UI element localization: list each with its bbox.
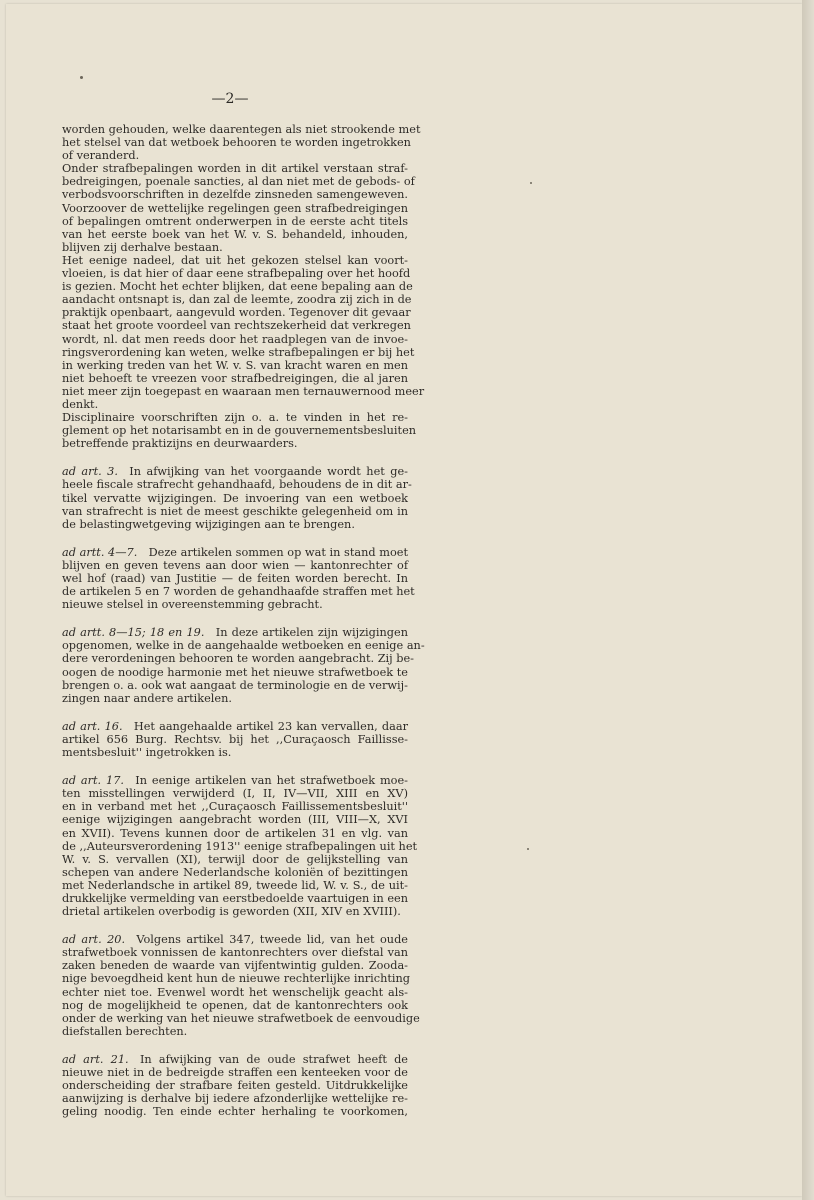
text-line: dere verordeningen behooren te worden aangebracht. Zij be-	[62, 652, 414, 666]
article-reference: ad artt. 4—7.	[62, 545, 138, 559]
text-line: bedreigingen, poenale sancties, al dan niet met de gebods- of	[62, 175, 415, 189]
paragraph-gap	[62, 1038, 408, 1053]
text-line: het stelsel van dat wetboek behooren te worden ingetrokken	[62, 136, 411, 150]
text-line: nige bevoegdheid kent hun de nieuwe rechterlijke inrichting	[62, 972, 411, 986]
article-reference: ad art. 20.	[62, 933, 126, 947]
paragraph	[62, 162, 415, 254]
text-line	[62, 546, 408, 559]
text-line: de artikelen 5 en 7 worden de gehandhaafde straffen met het	[62, 585, 415, 599]
text-line: wordt, nl. dat men reeds door het raadplegen van de invoe-	[62, 332, 408, 346]
text-line: artikel 656 Burg. Rechtsv. bij het ,,Curaçaosch Faillisse-	[62, 732, 408, 746]
text-line: de ,,Auteursverordening 1913'' eenige strafbepalingen uit het	[62, 839, 418, 853]
text-line: in werking treden van het W. v. S. van kracht waren en men	[62, 358, 408, 372]
text-line: oogen de noodige harmonie met het nieuwe strafwetboek te	[62, 665, 408, 679]
text-line: schepen van andere Nederlandsche koloniën of bezittingen	[62, 865, 408, 879]
text-line: strafwetboek vonnissen de kantonrechters over diefstal van	[62, 946, 408, 960]
page-number: —2—	[211, 91, 249, 107]
text-line: eenige wijzigingen aangebracht worden (III, VIII—X, XVI	[62, 813, 408, 827]
paragraph-gap	[62, 611, 408, 626]
line-text: Het aangehaalde artikel 23 kan vervallen, daar	[133, 719, 408, 733]
paragraph	[62, 933, 420, 1038]
text-line: glement op het notarisambt en in de gouvernementsbesluiten	[62, 424, 417, 438]
text-line: van het eerste boek van het W. v. S. behandeld, inhouden,	[62, 227, 408, 241]
text-line: drukkelijke vermelding van eerstbedoelde vaartuigen in een	[62, 891, 408, 905]
paragraph	[62, 774, 418, 919]
article-reference: ad art. 16.	[62, 719, 123, 733]
text-line: zingen naar andere artikelen.	[62, 691, 232, 705]
text-line: praktijk openbaart, aangevuld worden. Tegenover dit gevaar	[62, 306, 411, 320]
line-text: In afwijking van de oude strafwet heeft de	[139, 1052, 408, 1066]
text-line: geling noodig. Ten einde echter herhaling te voorkomen,	[62, 1105, 408, 1119]
text-line: blijven zij derhalve bestaan.	[62, 240, 223, 254]
text-line: niet behoeft te vreezen voor strafbedreigingen, die al jaren	[62, 371, 408, 385]
article-reference: ad art. 17.	[62, 774, 124, 788]
text-line: Onder strafbepalingen worden in dit artikel verstaan straf-	[62, 162, 408, 176]
text-line: echter niet toe. Evenwel wordt het wenschelijk geacht als-	[62, 985, 408, 999]
text-line: onderscheiding der strafbare feiten gesteld. Uitdrukkelijke	[62, 1079, 408, 1093]
text-line: is gezien. Mocht het echter blijken, dat eene bepaling aan de	[62, 280, 413, 294]
paragraph	[62, 253, 425, 411]
paper-speck	[530, 182, 532, 184]
paragraph	[62, 411, 417, 451]
text-line: staat het groote voordeel van rechtszekerheid dat verkregen	[62, 319, 411, 333]
paragraph-gap	[62, 918, 408, 933]
text-line: aandacht ontsnapt is, dan zal de leemte, zoodra zij zich in de	[62, 293, 412, 307]
text-line: mentsbesluit'' ingetrokken is.	[62, 746, 232, 760]
text-line: nog de mogelijkheid te openen, dat de kantonrechters ook	[62, 998, 408, 1012]
text-line: heele fiscale strafrecht gehandhaafd, behoudens de in dit ar-	[62, 478, 412, 492]
paragraph-gap	[62, 759, 408, 774]
text-line	[62, 720, 408, 733]
line-text: In afwijking van het voorgaande wordt het ge-	[129, 465, 408, 479]
text-line: worden gehouden, welke daarentegen als niet strookende met	[62, 123, 421, 136]
text-line: van strafrecht is niet de meest geschikte gelegenheid om in	[62, 504, 408, 518]
body-text	[62, 123, 425, 1119]
text-line: betreffende praktizijns en deurwaarders.	[62, 437, 298, 451]
paragraph-gap	[62, 531, 408, 546]
article-reference: ad artt. 8—15; 18 en 19.	[62, 626, 205, 640]
paragraph	[62, 123, 421, 163]
text-line: vloeien, is dat hier of daar eene strafbepaling over het hoofd	[62, 267, 411, 281]
text-line: wel hof (raad) van Justitie — de feiten worden berecht. In	[62, 572, 408, 585]
line-text: Volgens artikel 347, tweede lid, van het oude	[136, 933, 408, 947]
paragraph-gap	[62, 450, 408, 465]
text-line: Disciplinaire voorschriften zijn o. a. te vinden in het re-	[62, 411, 408, 425]
text-line: Voorzoover de wettelijke regelingen geen strafbedreigingen	[62, 201, 408, 215]
text-line: aanwijzing is derhalve bij iedere afzonderlijke wettelijke re-	[62, 1092, 408, 1106]
text-line: Het eenige nadeel, dat uit het gekozen stelsel kan voort-	[62, 253, 408, 267]
text-line: W. v. S. vervallen (XI), terwijl door de gelijkstelling van	[62, 852, 408, 866]
text-line: de belastingwetgeving wijzigingen aan te brengen.	[62, 517, 355, 531]
text-line: en in verband met het ,,Curaçaosch Faillissementsbesluit''	[62, 800, 408, 814]
line-text: In eenige artikelen van het strafwetboek moe-	[135, 774, 408, 788]
text-line	[62, 1053, 408, 1066]
text-line: onder de werking van het nieuwe strafwetboek de eenvoudige	[62, 1011, 420, 1025]
paragraph	[62, 465, 412, 531]
text-line	[62, 933, 408, 946]
line-text: Deze artikelen sommen op wat in stand moet	[148, 545, 408, 559]
text-line: nieuwe stelsel in overeenstemming gebracht.	[62, 598, 323, 612]
text-line	[62, 626, 408, 639]
article-reference: ad art. 3.	[62, 465, 118, 479]
text-line: opgenomen, welke in de aangehaalde wetboeken en eenige an-	[62, 639, 425, 653]
paragraph	[62, 626, 425, 705]
paper-speck	[80, 76, 83, 79]
paragraph-gap	[62, 705, 408, 720]
paper-speck	[527, 848, 529, 850]
page-edge	[802, 0, 814, 1200]
text-line: denkt.	[62, 397, 99, 411]
article-reference: ad art. 21.	[62, 1052, 129, 1066]
text-line	[62, 774, 408, 787]
text-line: diefstallen berechten.	[62, 1024, 188, 1038]
text-line: met Nederlandsche in artikel 89, tweede lid, W. v. S., de uit-	[62, 878, 408, 892]
text-line: brengen o. a. ook wat aangaat de terminologie en de verwij-	[62, 678, 408, 692]
text-line: en XVII). Tevens kunnen door de artikelen 31 en vlg. van	[62, 826, 408, 840]
paragraph	[62, 545, 415, 612]
text-line: of veranderd.	[62, 149, 140, 163]
text-line: nieuwe niet in de bedreigde straffen een kenteeken voor de	[62, 1066, 408, 1079]
text-line: drietal artikelen overbodig is geworden (XII, XIV en XVIII).	[62, 905, 401, 919]
text-line	[62, 465, 408, 478]
text-line: ten misstellingen verwijderd (I, II, IV—VII, XIII en XV)	[62, 787, 408, 801]
paragraph	[62, 1053, 408, 1118]
text-line: of bepalingen omtrent onderwerpen in de eerste acht titels	[62, 214, 408, 228]
text-line: zaken beneden de waarde van vijfentwintig gulden. Zooda-	[62, 959, 408, 973]
line-text: In deze artikelen zijn wijzigingen	[215, 626, 408, 640]
text-line: tikel vervatte wijzigingen. De invoering van een wetboek	[62, 491, 408, 505]
text-line: ringsverordening kan weten, welke strafbepalingen er bij het	[62, 345, 415, 359]
text-line: verbodsvoorschriften in dezelfde zinsneden samengeweven.	[62, 188, 408, 202]
text-line: blijven en geven tevens aan door wien — kantonrechter of	[62, 558, 408, 572]
text-line: niet meer zijn toegepast en waaraan men ternauwernood meer	[62, 384, 425, 398]
paragraph	[62, 720, 408, 759]
